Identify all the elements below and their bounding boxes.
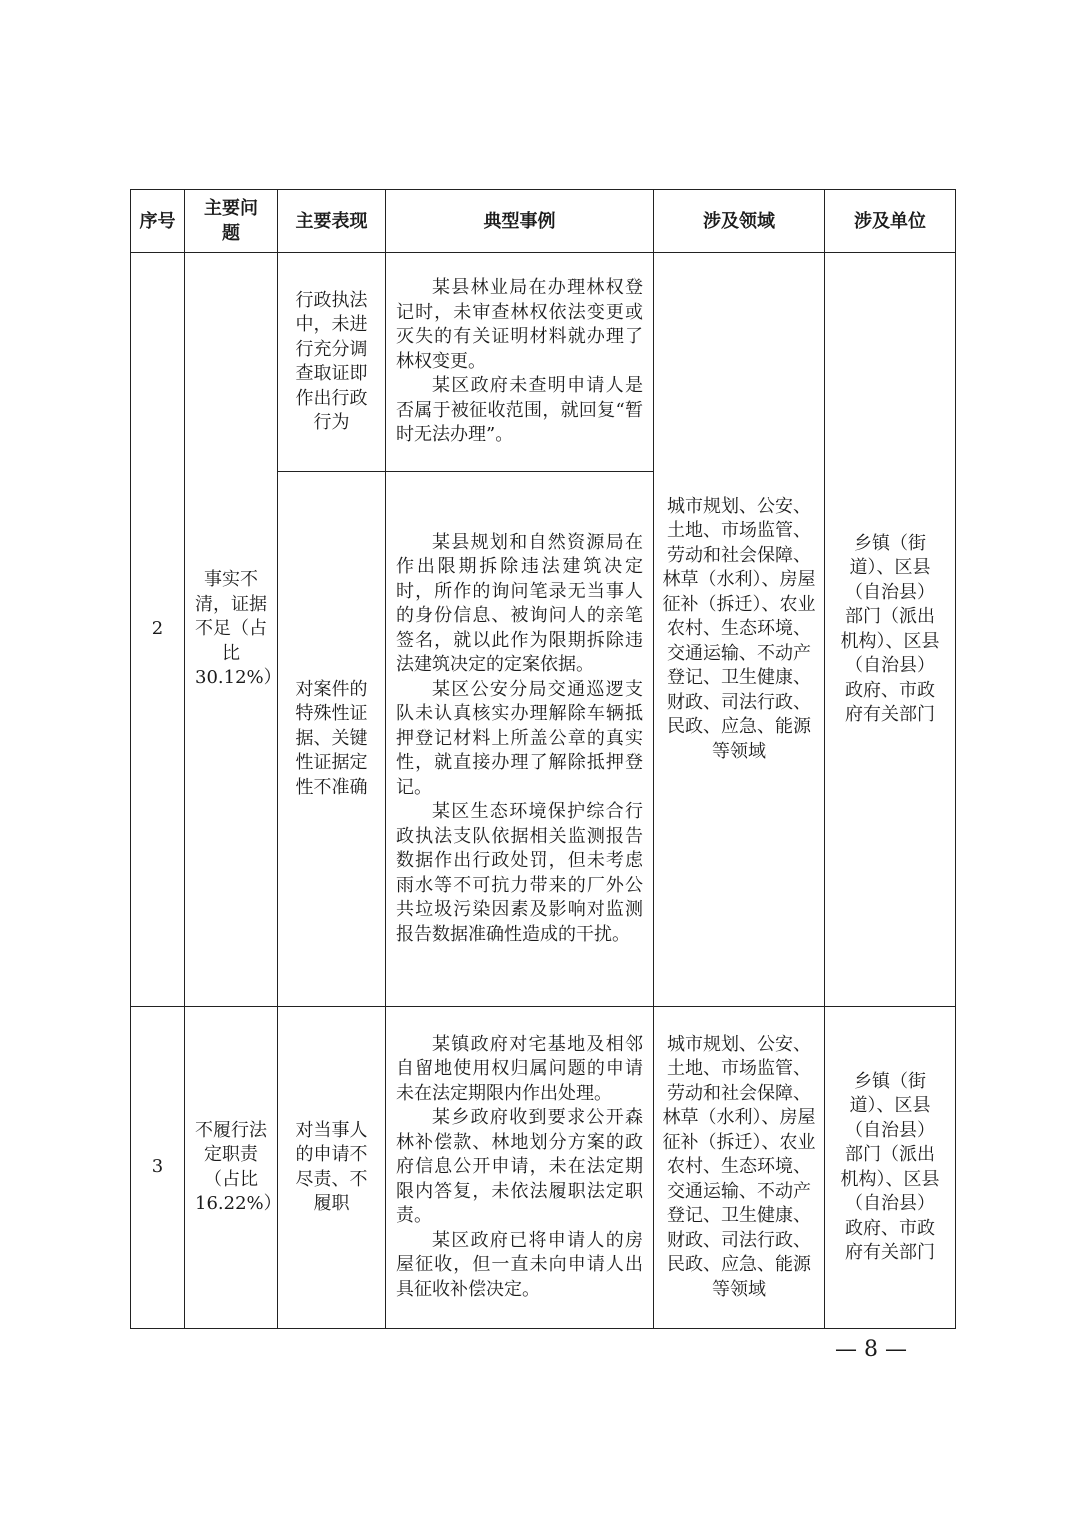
table-row — [131, 253, 956, 472]
header-fields: 涉及领域 — [654, 190, 825, 253]
row-manifestation: 对案件的特殊性证据、关键性证据定性不准确 — [278, 472, 386, 1007]
example-paragraph: 某县林业局在办理林权登记时，未审查林权依法变更或灭失的有关证明材料就办理了林权变更。 — [396, 277, 643, 372]
row-examples — [386, 472, 654, 1007]
row-units: 乡镇（街道）、区县（自治县）部门（派出机构）、区县（自治县）政府、市政府有关部门 — [825, 253, 956, 1007]
header-manifestation: 主要表现 — [278, 190, 386, 253]
example-paragraph: 某乡政府收到要求公开森林补偿款、林地划分方案的政府信息公开申请，未在法定期限内答复，未依法履职法定职责。 — [396, 1107, 643, 1227]
example-paragraph: 某县规划和自然资源局在作出限期拆除违法建筑决定时，所作的询问笔录无当事人的身份信息、被询问人的亲笔签名，就以此作为限期拆除违法建筑决定的定案依据。 — [396, 531, 643, 676]
issues-table — [130, 189, 956, 1329]
row-serial: 2 — [131, 253, 185, 1007]
table-row — [131, 1007, 956, 1329]
page-number: — 8 — — [835, 1337, 907, 1362]
row-manifestation: 行政执法中，未进行充分调查取证即作出行政行为 — [278, 253, 386, 472]
row-units: 乡镇（街道）、区县（自治县）部门（派出机构）、区县（自治县）政府、市政府有关部门 — [825, 1007, 956, 1329]
row-problem: 不履行法定职责（占比16.22%） — [185, 1007, 278, 1329]
row-manifestation: 对当事人的申请不尽责、不履职 — [278, 1007, 386, 1329]
example-paragraph: 某区政府已将申请人的房屋征收，但一直未向申请人出具征收补偿决定。 — [396, 1229, 643, 1300]
row-fields: 城市规划、公安、土地、市场监管、劳动和社会保障、林草（水利）、房屋征补（拆迁）、农业农村、生态环境、交通运输、不动产登记、卫生健康、财政、司法行政、民政、应急、能源等领域 — [654, 253, 825, 1007]
row-fields: 城市规划、公安、土地、市场监管、劳动和社会保障、林草（水利）、房屋征补（拆迁）、农业农村、生态环境、交通运输、不动产登记、卫生健康、财政、司法行政、民政、应急、能源等领域 — [654, 1007, 825, 1329]
example-paragraph: 某区政府未查明申请人是否属于被征收范围，就回复“暂时无法办理”。 — [396, 375, 643, 446]
example-paragraph: 某区公安分局交通巡逻支队未认真核实办理解除车辆抵押登记材料上所盖公章的真实性，就直接办理了解除抵押登记。 — [396, 678, 643, 798]
row-serial: 3 — [131, 1007, 185, 1329]
header-problem: 主要问题 — [185, 190, 278, 253]
row-problem: 事实不清，证据不足（占比30.12%） — [185, 253, 278, 1007]
header-units: 涉及单位 — [825, 190, 956, 253]
header-serial: 序号 — [131, 190, 185, 253]
row-examples — [386, 1007, 654, 1329]
table-header-row — [131, 190, 956, 253]
row-examples — [386, 253, 654, 472]
example-paragraph: 某区生态环境保护综合行政执法支队依据相关监测报告数据作出行政处罚，但未考虑雨水等不可抗力带来的厂外公共垃圾污染因素及影响对监测报告数据准确性造成的干扰。 — [396, 801, 643, 945]
example-paragraph: 某镇政府对宅基地及相邻自留地使用权归属问题的申请未在法定期限内作出处理。 — [396, 1033, 643, 1104]
header-example: 典型事例 — [386, 190, 654, 253]
